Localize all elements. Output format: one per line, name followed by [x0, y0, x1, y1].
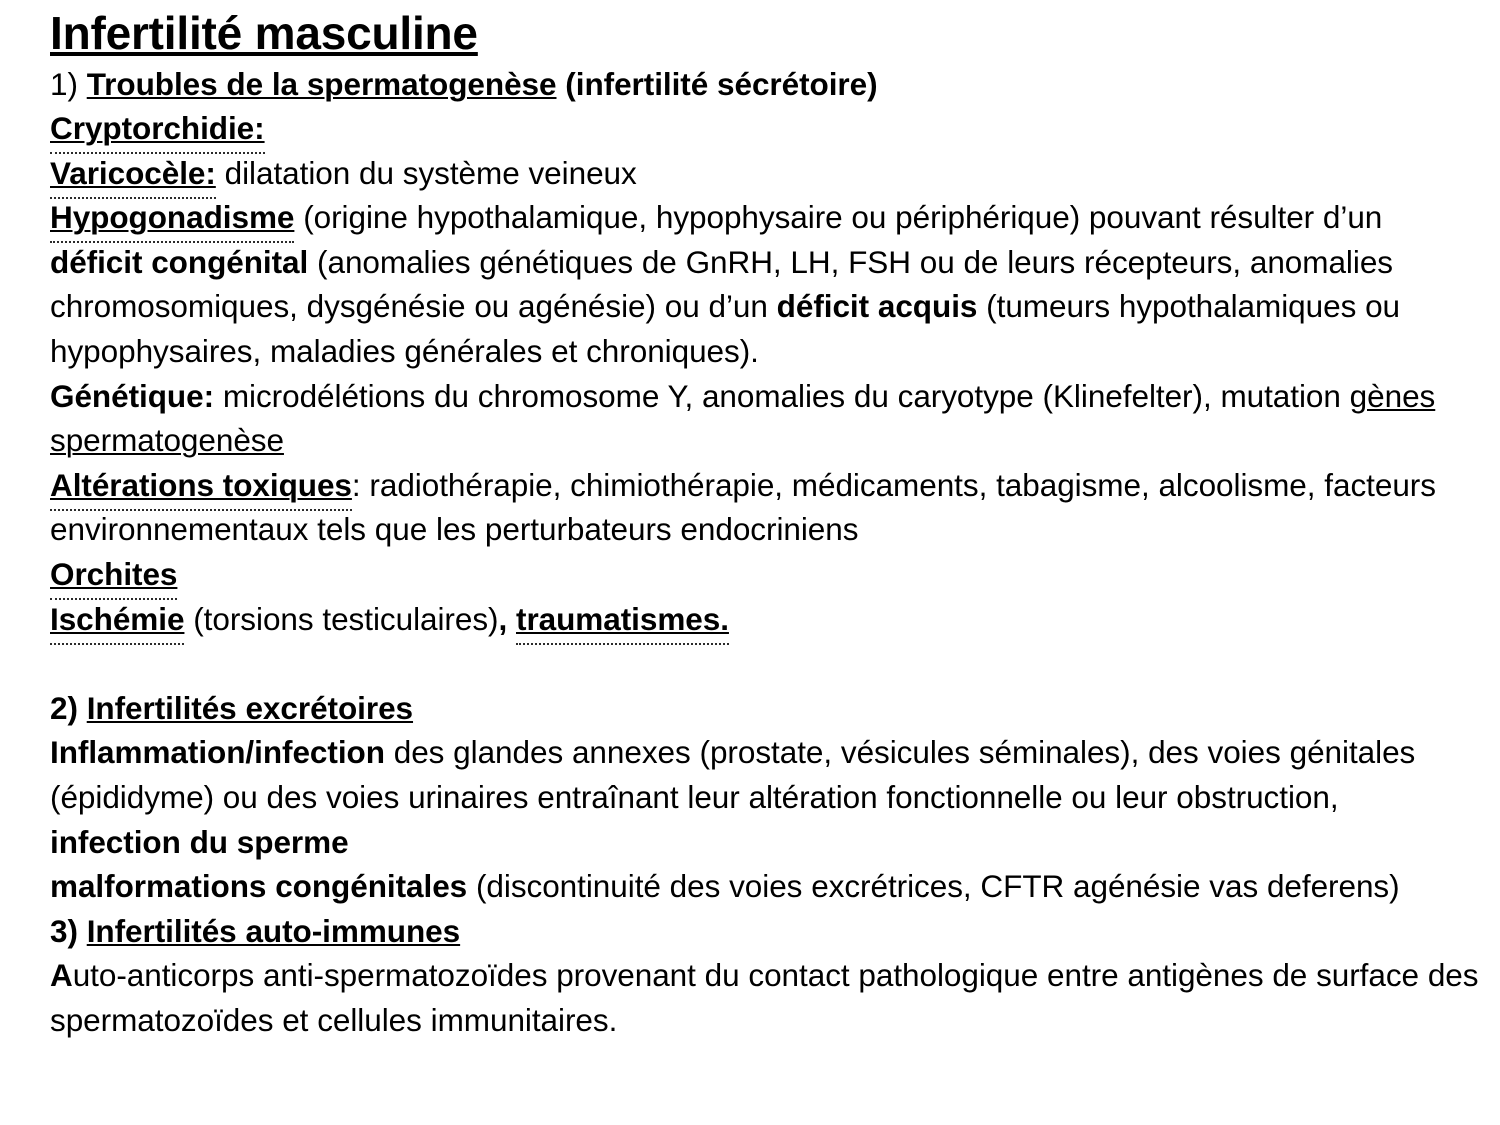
entry-ischemie-bold-comma: , — [498, 600, 516, 637]
entry-hypogonadisme-body-3: (tumeurs hypothalamiques ou hypophysaires, maladies générales et chroniques). — [50, 288, 1401, 370]
entry-malformations-congenitales — [50, 864, 1480, 909]
page-title-text: Infertilité masculine — [50, 7, 478, 59]
entry-varicocele-body: dilatation du système veineux — [215, 154, 637, 191]
section-3-heading-underlined: Infertilités auto-immunes — [86, 912, 461, 949]
entry-cryptorchidie — [50, 106, 1480, 151]
entry-auto-anticorps-label: A — [50, 957, 73, 994]
entry-inflammation-infection-label: Inflammation/infection — [50, 734, 385, 771]
section-1-heading — [50, 62, 1480, 107]
entry-auto-anticorps-body: uto-anticorps anti-spermatozoïdes provenant du contact pathologique entre antigènes de surface des spermatozoïdes et cellules immunitaires. — [50, 957, 1479, 1038]
section-2-heading-underlined: Infertilités excrétoires — [86, 689, 414, 726]
entry-inflammation-infection-body: des glandes annexes (prostate, vésicules séminales), des voies génitales (épididyme) ou des voies urinaires entraînant leur altération fonctionnelle ou leur obstruction, — [50, 734, 1416, 816]
entry-malformations-congenitales-label: malformations congénitales — [50, 868, 468, 905]
entry-hypogonadisme-bold-2: déficit acquis — [776, 288, 978, 325]
section-2-heading — [50, 686, 1480, 731]
entry-genetique-body-1: microdélétions du chromosome Y, anomalies du caryotype (Klinefelter), mutation — [214, 377, 1350, 414]
entry-inflammation-infection — [50, 730, 1480, 819]
entry-hypogonadisme-body-1: (origine hypothalamique, hypophysaire ou périphérique) pouvant résulter d’un — [294, 199, 1383, 236]
entry-varicocele — [50, 151, 1480, 196]
entry-hypogonadisme-body-2: (anomalies génétiques de GnRH, LH, FSH ou de leurs récepteurs, anomalies chromosomiques, dysgénésie ou agénésie) ou d’un — [50, 243, 1393, 325]
entry-genetique-label: Génétique: — [50, 377, 215, 414]
entry-hypogonadisme-bold-1: déficit congénital — [50, 243, 309, 280]
section-3-number: 3) — [50, 912, 87, 949]
entry-auto-anticorps — [50, 953, 1480, 1042]
entry-ischemie-bold-tail: traumatismes. — [516, 600, 729, 637]
entry-varicocele-label: Varicocèle: — [50, 154, 216, 191]
entry-orchites — [50, 552, 1480, 597]
section-2-number: 2) — [50, 689, 87, 726]
section-3-heading — [50, 909, 1480, 954]
entry-infection-sperme — [50, 820, 1480, 865]
entry-malformations-congenitales-body: (discontinuité des voies excrétrices, CFTR agénésie vas deferens) — [467, 868, 1400, 905]
entry-genetique-underlined-tail: gènes spermatogenèse — [50, 377, 1436, 459]
entry-infection-sperme-label: infection du sperme — [50, 823, 349, 860]
entry-ischemie-body-1: (torsions testiculaires) — [184, 600, 499, 637]
section-1-heading-underlined: Troubles de la spermatogenèse — [86, 65, 557, 102]
entry-genetique — [50, 374, 1480, 463]
entry-hypogonadisme-label: Hypogonadisme — [50, 199, 295, 236]
entry-ischemie — [50, 597, 1480, 642]
page-title — [50, 8, 1480, 60]
section-gap-1 — [50, 641, 1480, 686]
entry-cryptorchidie-label: Cryptorchidie: — [50, 110, 265, 147]
entry-alterations-toxiques-body: : radiothérapie, chimiothérapie, médicaments, tabagisme, alcoolisme, facteurs environnementaux tels que les perturbateurs endocriniens — [50, 466, 1436, 548]
section-1-heading-tail: (infertilité sécrétoire) — [556, 65, 878, 102]
entry-alterations-toxiques-label: Altérations toxiques — [50, 466, 352, 503]
entry-hypogonadisme — [50, 195, 1480, 373]
entry-ischemie-label: Ischémie — [50, 600, 185, 637]
section-1-number: 1) — [50, 65, 87, 102]
entry-alterations-toxiques — [50, 463, 1480, 552]
entry-orchites-label: Orchites — [50, 556, 178, 593]
